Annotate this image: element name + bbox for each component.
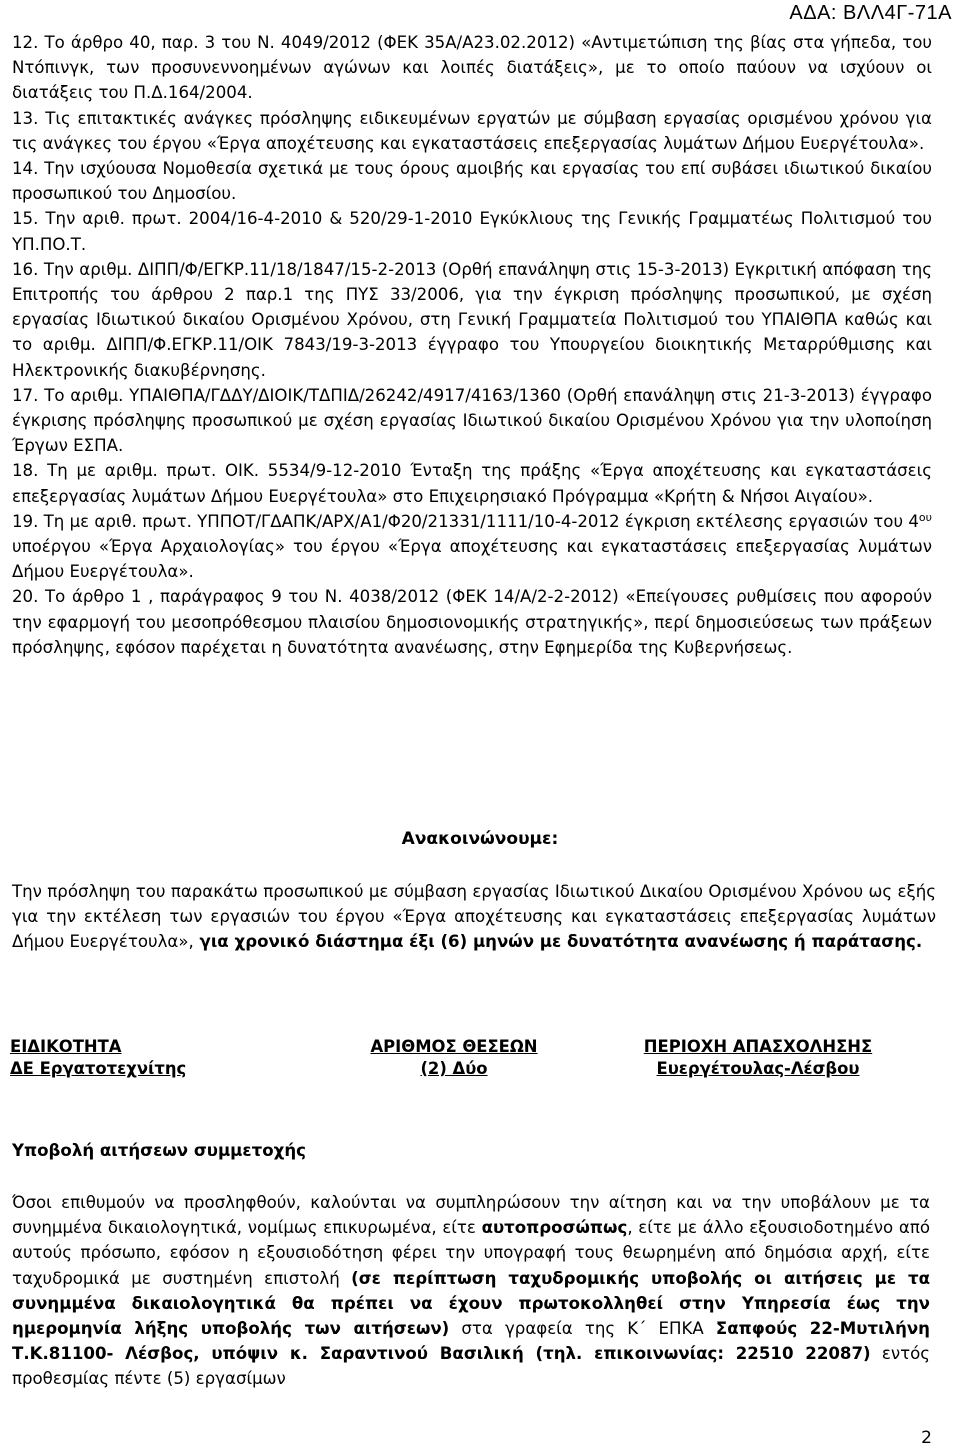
list-item: 18. Τη με αριθμ. πρωτ. ΟΙΚ. 5534/9-12-2010 Ένταξη της πράξης «Έργα αποχέτευσης και εγκαταστάσεις επεξεργασίας λυμάτων Δήμου Ευεργέτουλα» στο Επιχειρησιακό Πρόγραμμα «Κρήτη & Νήσοι Αιγαίου».: [12, 461, 932, 506]
cell-specialty: ΔΕ Εργατοτεχνίτης: [10, 1059, 187, 1078]
submission-bold: Σαπφούς 22-Μυτιλήνη Τ.Κ.81100- Λέσβος, υπόψιν κ. Σαραντινού Βασιλική (τηλ. επικοινωνίας: 22510 22087): [12, 1319, 930, 1364]
cell-positions-count: (2) Δύο: [420, 1059, 488, 1078]
positions-table: [8, 1033, 920, 1097]
submission-part: στα γραφεία της Κ΄ ΕΠΚΑ: [449, 1319, 716, 1339]
submission-title: Υποβολή αιτήσεων συμμετοχής: [12, 1141, 306, 1160]
list-item: [12, 509, 932, 585]
table-row: [8, 1059, 920, 1097]
list-item: 14. Την ισχύουσα Νομοθεσία σχετικά με τους όρους αμοιβής και εργασίας του επί συβάσει ιδιωτικού δικαίου προσωπικού του Δημοσίου.: [12, 159, 932, 204]
list-item: 17. Το αριθμ. ΥΠΑΙΘΠΑ/ΓΔΔΥ/ΔΙΟΙΚ/ΤΔΠΙΔ/26242/4917/4163/1360 (Ορθή επανάληψη στις 21-3-2013) έγγραφο έγκρισης πρόσληψης προσωπικού με σχέση εργασίας Ιδιωτικού δικαίου Ορισμένου Χρόνου για την υλοποίηση Έργων ΕΣΠΑ.: [12, 385, 932, 456]
list-item: 15. Την αριθ. πρωτ. 2004/16-4-2010 & 520/29-1-2010 Εγκύκλιους της Γενικής Γραμματέως Πολιτισμού του ΥΠ.ΠΟ.Τ.: [12, 209, 932, 254]
announcement-text: [12, 879, 936, 955]
submission-part: , είτε με άλλο εξουσιοδοτημένο από αυτούς πρόσωπο, εφόσον η εξουσιοδότηση φέρει την υπογραφή τους θεωρημένη από δημόσια αρχή, είτε ταχυδρομικά με συστημένη επιστολή: [12, 1218, 930, 1288]
ada-code: ΑΔΑ: ΒΛΛ4Γ-71Α: [789, 2, 952, 24]
list-item-text: 19. Τη με αριθ. πρωτ. ΥΠΠΟΤ/ΓΔΑΠΚ/ΑΡΧ/Α1/Φ20/21331/1111/10-4-2012 έγκριση εκτέλεσης εργασιών του 4: [12, 511, 919, 531]
announcement-duration: για χρονικό διάστημα έξι (6) μηνών με δυνατότητα ανανέωσης ή παράτασης.: [193, 932, 923, 952]
page-number: 2: [921, 1428, 932, 1448]
list-item: 12. Το άρθρο 40, παρ. 3 του Ν. 4049/2012 (ΦΕΚ 35Α/Α23.02.2012) «Αντιμετώπιση της βίας στα γήπεδα, του Ντόπινγκ, των προσυνεννοημένων αγώνων και λοιπές διατάξεις», με το οποίο παύουν να ισχύουν οι διατάξεις του Π.Δ.164/2004.: [12, 33, 932, 103]
table-header-row: [8, 1033, 920, 1059]
submission-text: [12, 1190, 930, 1392]
submission-bold: αυτοπροσώπως: [481, 1218, 628, 1238]
announcement-title: Ανακοινώνουμε:: [401, 829, 559, 849]
submission-part: Όσοι επιθυμούν να προσληφθούν, καλούνται να συμπληρώσουν την αίτηση και να την υποβάλουν με τα συνημμένα δικαιολογητικά, νομίμως επικυρωμένα, είτε: [12, 1193, 930, 1238]
header-positions-count: ΑΡΙΘΜΟΣ ΘΕΣΕΩΝ: [370, 1036, 538, 1056]
cell-work-area: Ευεργέτουλας-Λέσβου: [656, 1059, 860, 1078]
list-item: 16. Την αριθμ. ΔΙΠΠ/Φ/ΕΓΚΡ.11/18/1847/15-2-2013 (Ορθή επανάληψη στις 15-3-2013) Εγκριτική απόφαση της Επιτροπής του άρθρου 2 παρ.1 της ΠΥΣ 33/2006, για την έγκριση πρόσληψης προσωπικού, με σχέση εργασίας Ιδιωτικού δικαίου Ορισμένου Χρόνου, στη Γενική Γραμματεία Πολιτισμού του ΥΠΑΙΘΠΑ καθώς και το αριθμ. ΔΙΠΠ/Φ.ΕΓΚΡ.11/ΟΙΚ 7843/19-3-2013 έγγραφο του Υπουργείου διοικητικής Μεταρρύθμισης και Ηλεκτρονικής διακυβέρνησης.: [12, 259, 932, 380]
submission-part: εντός προθεσμίας πέντε (5) εργασίμων: [12, 1344, 930, 1389]
list-item: 20. Το άρθρο 1 , παράγραφος 9 του Ν. 4038/2012 (ΦΕΚ 14/Α/2-2-2012) «Επείγουσες ρυθμίσεις που αφορούν την εφαρμογή του μεσοπρόθεσμου πλαισίου δημοσιονομικής στρατηγικής», περί δημοσιεύσεως των πράξεων πρόσληψης, εφόσον παρέχεται η δυνατότητα ανανέωσης, στην Εφημερίδα της Κυβερνήσεως.: [12, 587, 932, 657]
submission-bold: (σε περίπτωση ταχυδρομικής υποβολής οι αιτήσεις με τα συνημμένα δικαιολογητικά θα πρέπει να έχουν πρωτοκολληθεί στην Υπηρεσία έως την ημερομηνία λήξης υποβολής των αιτήσεων): [12, 1268, 930, 1339]
superscript: ου: [918, 510, 932, 524]
header-specialty: ΕΙΔΙΚΟΤΗΤΑ: [10, 1036, 122, 1056]
list-item: 13. Τις επιτακτικές ανάγκες πρόσληψης ειδικευμένων εργατών με σύμβαση εργασίας ορισμένου χρόνου για τις ανάγκες του έργου «Έργα αποχέτευσης και εγκαταστάσεις επεξεργασίας λυμάτων Δήμου Ευεργέτουλα».: [12, 108, 932, 153]
announcement-body: Την πρόσληψη του παρακάτω προσωπικού με σύμβαση εργασίας Ιδιωτικού Δικαίου Ορισμένου Χρόνου ως εξής για την εκτέλεση των εργασιών του έργου «Έργα αποχέτευσης και εγκαταστάσεις επεξεργασίας λυμάτων Δήμου Ευεργέτουλα»,: [12, 882, 936, 952]
list-item-text: υποέργου «Έργα Αρχαιολογίας» του έργου «Έργα αποχέτευσης και εγκαταστάσεις επεξεργασίας λυμάτων Δήμου Ευεργέτουλα».: [12, 537, 932, 582]
legal-references-list: [12, 30, 932, 660]
header-work-area: ΠΕΡΙΟΧΗ ΑΠΑΣΧΟΛΗΣΗΣ: [643, 1036, 873, 1056]
